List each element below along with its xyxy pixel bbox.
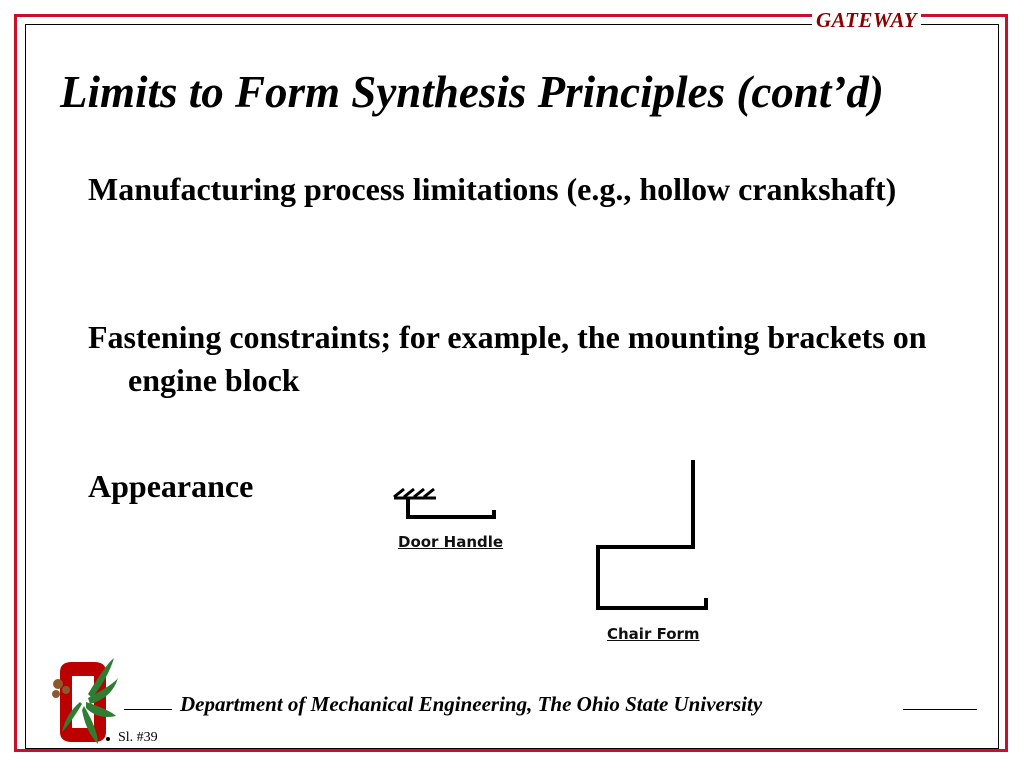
appearance-figure (380, 455, 740, 655)
chair-form-caption: Chair Form (607, 625, 700, 643)
chair-form-shape (598, 460, 706, 608)
bullet-item: Fastening constraints; for example, the mounting brackets on engine block (88, 319, 927, 398)
footer-rule-left (124, 709, 172, 710)
door-handle-caption: Door Handle (398, 533, 504, 551)
footer-rule-right (903, 709, 977, 710)
slide-title: Limits to Form Synthesis Principles (cont’d) (60, 67, 884, 117)
footer-department: Department of Mechanical Engineering, The Ohio State University (180, 692, 763, 716)
door-handle-wall-hatch (394, 489, 436, 498)
bullet-item: Appearance (88, 468, 254, 504)
gateway-label: GATEWAY (812, 8, 921, 33)
bullet-dot-icon (106, 737, 110, 741)
bullet-item: Manufacturing process limitations (e.g., hollow crankshaft) (88, 171, 897, 207)
university-logo (48, 654, 118, 750)
door-handle-shape (408, 499, 494, 517)
slide-number: Sl. #39 (118, 730, 158, 745)
